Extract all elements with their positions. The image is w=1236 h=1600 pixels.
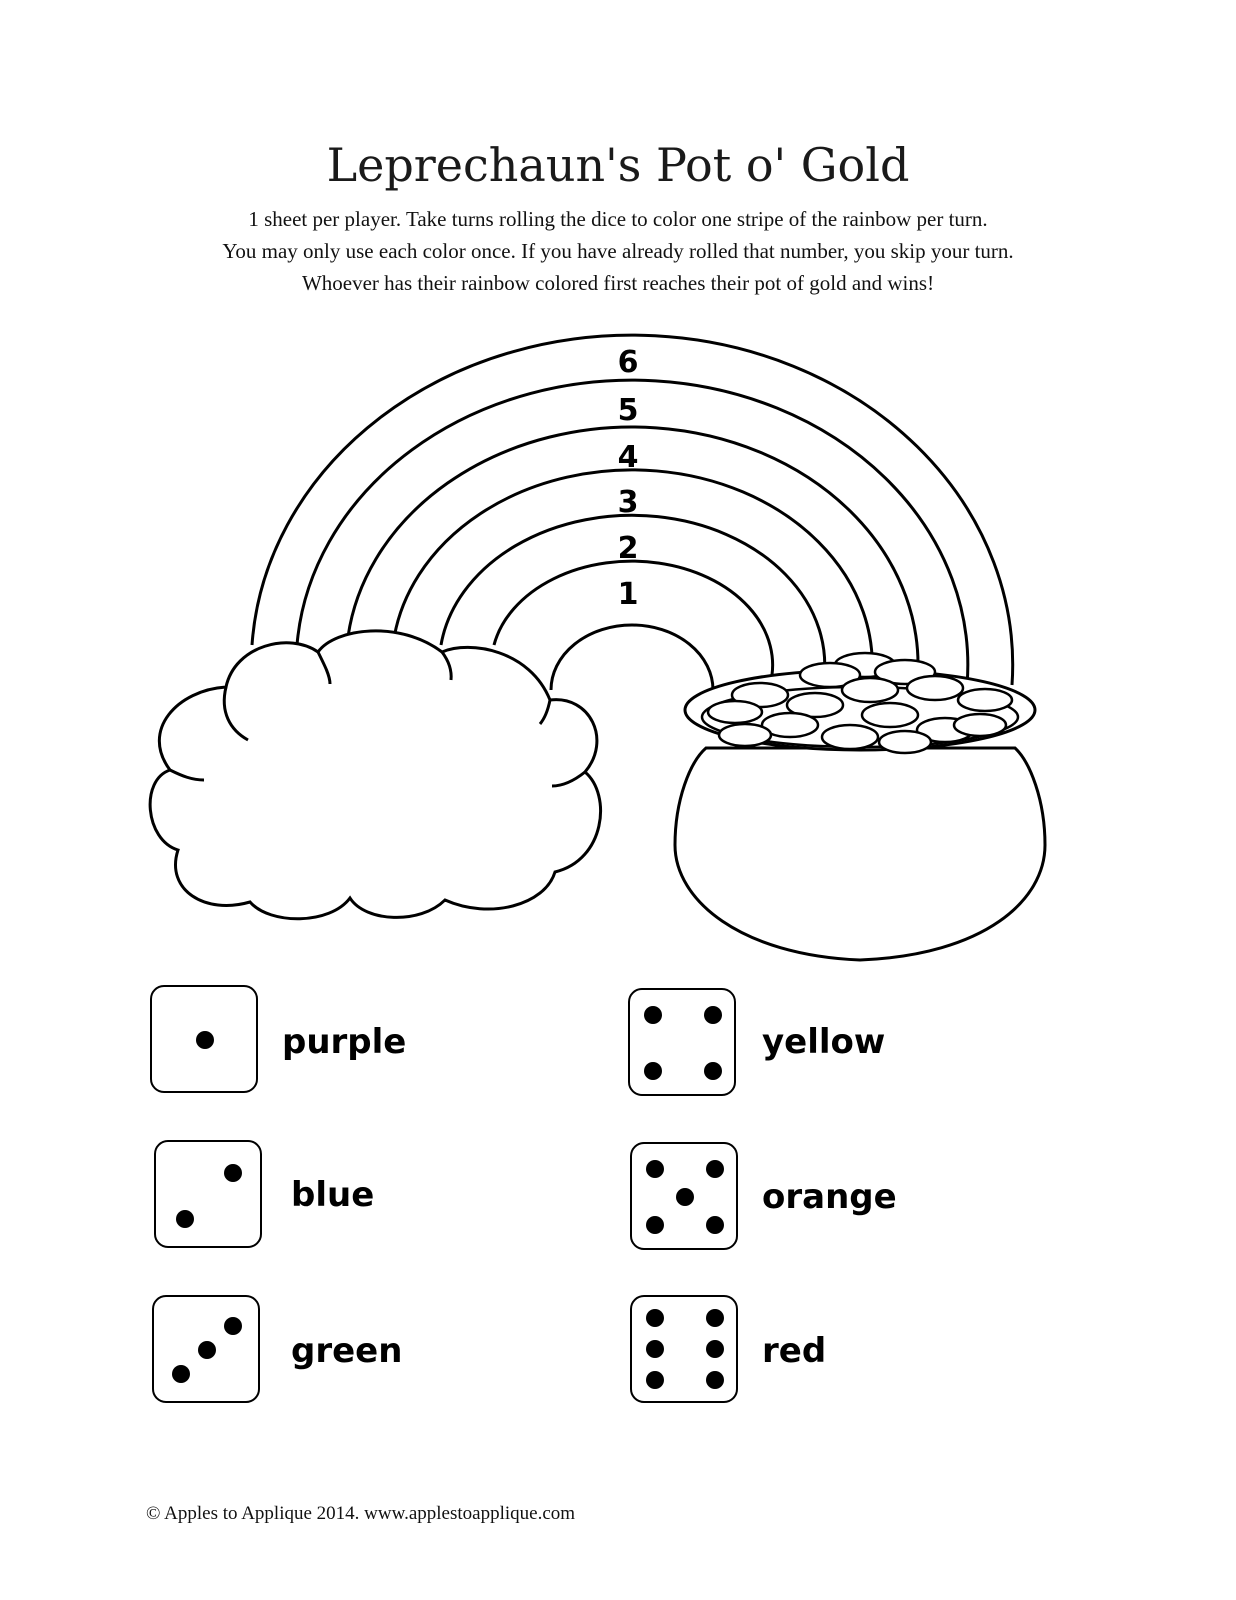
pip bbox=[224, 1164, 242, 1182]
pip bbox=[646, 1340, 664, 1358]
color-label-orange: orange bbox=[762, 1177, 897, 1217]
copyright-footer: © Apples to Applique 2014. www.applestoapplique.com bbox=[146, 1503, 576, 1524]
pip bbox=[644, 1062, 662, 1080]
stripe-number-5: 5 bbox=[617, 393, 639, 428]
stripe-number-6: 6 bbox=[617, 345, 639, 380]
stripe-number-2: 2 bbox=[617, 531, 639, 566]
pip bbox=[196, 1031, 214, 1049]
pip bbox=[172, 1365, 190, 1383]
pip bbox=[646, 1309, 664, 1327]
color-label-yellow: yellow bbox=[762, 1022, 886, 1062]
die-six bbox=[630, 1295, 738, 1403]
page-title: Leprechaun's Pot o' Gold bbox=[326, 138, 910, 192]
cloud bbox=[150, 631, 600, 919]
pip bbox=[198, 1341, 216, 1359]
pip bbox=[706, 1160, 724, 1178]
pot-of-gold-icon bbox=[675, 653, 1045, 960]
color-label-blue: blue bbox=[291, 1175, 375, 1215]
pip bbox=[706, 1340, 724, 1358]
pip bbox=[646, 1371, 664, 1389]
color-label-purple: purple bbox=[282, 1022, 407, 1062]
pip bbox=[706, 1216, 724, 1234]
die-three bbox=[152, 1295, 260, 1403]
color-label-red: red bbox=[762, 1331, 827, 1371]
die-two bbox=[154, 1140, 262, 1248]
pip bbox=[704, 1006, 722, 1024]
color-label-green: green bbox=[291, 1331, 403, 1371]
pip bbox=[706, 1371, 724, 1389]
pip bbox=[646, 1216, 664, 1234]
pot-body bbox=[675, 748, 1045, 960]
pip bbox=[646, 1160, 664, 1178]
rainbow-arc bbox=[551, 625, 713, 690]
instruction-line: 1 sheet per player. Take turns rolling the dice to color one stripe of the rainbow per turn. bbox=[248, 207, 988, 231]
pip bbox=[704, 1062, 722, 1080]
die-five bbox=[630, 1142, 738, 1250]
pip bbox=[706, 1309, 724, 1327]
pip bbox=[224, 1317, 242, 1335]
instruction-line: You may only use each color once. If you have already rolled that number, you skip your turn. bbox=[222, 239, 1014, 263]
stripe-number-1: 1 bbox=[617, 577, 639, 612]
pip bbox=[644, 1006, 662, 1024]
instruction-line: Whoever has their rainbow colored first reaches their pot of gold and wins! bbox=[301, 271, 935, 295]
pip bbox=[676, 1188, 694, 1206]
stripe-number-4: 4 bbox=[617, 440, 639, 475]
die-four bbox=[628, 988, 736, 1096]
rainbow-numbers bbox=[618, 345, 639, 612]
die-one bbox=[150, 985, 258, 1093]
stripe-number-3: 3 bbox=[617, 485, 639, 520]
pip bbox=[176, 1210, 194, 1228]
